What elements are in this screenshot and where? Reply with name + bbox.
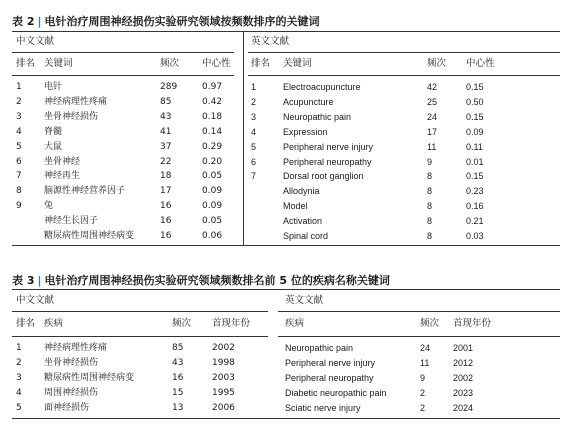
table2-en-header-keyword: 关键词 bbox=[283, 58, 312, 69]
table2-en-row-8-col-3: 8 bbox=[427, 186, 433, 197]
caption-divider: | bbox=[37, 15, 42, 28]
table3-en-row-3-col-1: Peripheral neuropathy bbox=[285, 372, 374, 383]
table2-en-row-4-col-4: 0.09 bbox=[466, 126, 484, 137]
table3-en-row-1-col-3: 2001 bbox=[453, 343, 474, 353]
table3-cn-row-5-col-2: 面神经损伤 bbox=[44, 402, 90, 413]
table2-cn-row-2-col-3: 85 bbox=[160, 96, 172, 107]
table2-cn-row-7-col-4: 0.05 bbox=[202, 171, 223, 182]
table3-en-header-rule bbox=[278, 336, 560, 337]
table2-cn-row-8-col-1: 8 bbox=[16, 186, 22, 197]
table2-en-row-6-col-1: 6 bbox=[251, 156, 257, 167]
table2-en-row-3-col-2: Neuropathic pain bbox=[283, 111, 352, 122]
table2-cn-row-3-col-2: 坐骨神经损伤 bbox=[44, 111, 99, 122]
table2-cn-row-8-col-3: 17 bbox=[160, 186, 172, 197]
table3-cn-row-3-col-1: 3 bbox=[16, 372, 22, 383]
table2-en-header-freq: 频次 bbox=[427, 58, 447, 69]
table3-cn-section-rule bbox=[12, 311, 268, 312]
table2-en-row-7-col-3: 8 bbox=[427, 171, 433, 182]
table3-en-row-3-col-2: 9 bbox=[420, 372, 426, 383]
table2-cn-row-9-col-3: 16 bbox=[160, 201, 172, 212]
table3-cn-row-4-col-4: 1995 bbox=[212, 387, 235, 398]
table2-cn-row-1-col-3: 289 bbox=[160, 82, 178, 92]
table3-en-row-1-col-2: 24 bbox=[420, 343, 431, 353]
table3 bbox=[12, 289, 560, 419]
table2-en-row-5-col-3: 11 bbox=[427, 141, 437, 152]
table2-column-divider bbox=[243, 31, 244, 246]
table2-en-row-5-col-2: Peripheral nerve injury bbox=[283, 141, 374, 152]
table2-cn-row-7-col-3: 18 bbox=[160, 171, 172, 182]
table2-cn-row-7-col-1: 7 bbox=[16, 171, 22, 182]
table2-cn-row-4-col-3: 41 bbox=[160, 126, 172, 137]
table3-cn-row-2-col-4: 1998 bbox=[212, 357, 235, 368]
table2-en-row-8-col-4: 0.23 bbox=[466, 186, 484, 197]
table3-en-header-disease: 疾病 bbox=[285, 318, 305, 329]
table2-cn-row-4-col-4: 0.14 bbox=[202, 126, 223, 137]
table2-en-row-7-col-1: 7 bbox=[251, 171, 257, 182]
table3-cn-row-3-col-4: 2003 bbox=[212, 372, 235, 383]
table2-cn-row-3-col-3: 43 bbox=[160, 111, 172, 122]
table3-cn-row-3-col-2: 糖尿病性周围神经病变 bbox=[44, 372, 135, 383]
table2-en-section-rule bbox=[248, 52, 560, 53]
table3-cn-header-disease: 疾病 bbox=[44, 318, 64, 329]
table3-label: 表 3 bbox=[12, 274, 35, 287]
table2-en-row-9-col-2: Model bbox=[283, 201, 308, 212]
table2-cn-row-2-col-1: 2 bbox=[16, 96, 22, 107]
table3-cn-row-2-col-1: 2 bbox=[16, 357, 22, 368]
table3-en-section-rule bbox=[278, 311, 560, 312]
table2-cn-row-11-col-3: 16 bbox=[160, 231, 172, 241]
table2-cn-row-5-col-3: 37 bbox=[160, 141, 172, 152]
table2-en-header-rule bbox=[248, 75, 560, 76]
table2-cn-row-10-col-2: 神经生长因子 bbox=[44, 216, 99, 227]
table3-en-row-2-col-1: Peripheral nerve injury bbox=[285, 357, 376, 368]
table3-cn-header-rank: 排名 bbox=[16, 318, 36, 329]
table2-en-header-centrality: 中心性 bbox=[466, 58, 495, 69]
table2-en-row-2-col-1: 2 bbox=[251, 96, 257, 107]
table3-cn-header-rule bbox=[12, 336, 268, 337]
table2-cn-row-1-col-2: 电针 bbox=[44, 82, 63, 92]
table2-en-row-10-col-4: 0.21 bbox=[466, 216, 484, 227]
table3-cn-row-2-col-2: 坐骨神经损伤 bbox=[44, 357, 99, 368]
table2-en-section: 英文文献 bbox=[251, 36, 290, 47]
table2-cn-row-8-col-2: 脑源性神经营养因子 bbox=[44, 186, 126, 197]
table3-cn-section: 中文文献 bbox=[16, 295, 55, 306]
table2-cn-row-9-col-1: 9 bbox=[16, 201, 22, 212]
table3-caption bbox=[12, 272, 390, 288]
table3-en-row-5-col-3: 2024 bbox=[453, 402, 474, 413]
table3-bottom-rule bbox=[12, 418, 560, 419]
table2-en-row-5-col-1: 5 bbox=[251, 141, 257, 152]
table3-cn-row-2-col-3: 43 bbox=[172, 357, 184, 368]
table2-en-row-6-col-4: 0.01 bbox=[466, 156, 484, 167]
table2-en-row-5-col-4: 0.11 bbox=[466, 141, 483, 152]
table2-en-row-10-col-3: 8 bbox=[427, 216, 433, 227]
table3-top-rule bbox=[12, 289, 560, 290]
table2-en-row-9-col-3: 8 bbox=[427, 201, 433, 212]
table3-cn-header-freq: 频次 bbox=[172, 318, 192, 329]
table2-cn-row-2-col-2: 神经病理性疼痛 bbox=[44, 96, 108, 107]
table2-bottom-rule bbox=[12, 245, 560, 246]
table2-cn-row-9-col-2: 兔 bbox=[44, 201, 54, 212]
table3-en-row-2-col-2: 11 bbox=[420, 357, 430, 368]
table2-cn-section-rule bbox=[12, 52, 234, 53]
table2-cn-header-freq: 频次 bbox=[160, 58, 180, 69]
table3-en-row-1-col-1: Neuropathic pain bbox=[285, 343, 354, 353]
table3-cn-row-4-col-1: 4 bbox=[16, 387, 22, 398]
table2-cn-row-2-col-4: 0.42 bbox=[202, 96, 223, 107]
table3-cn-row-5-col-4: 2006 bbox=[212, 402, 235, 413]
table2-en-row-8-col-2: Allodynia bbox=[283, 186, 320, 197]
table2-en-row-6-col-3: 9 bbox=[427, 156, 433, 167]
table2-en-row-1-col-4: 0.15 bbox=[466, 82, 484, 92]
table2-en-row-7-col-4: 0.15 bbox=[466, 171, 484, 182]
table2-top-rule bbox=[12, 31, 560, 32]
table3-en-row-4-col-3: 2023 bbox=[453, 387, 474, 398]
table2-en-row-1-col-2: Electroacupuncture bbox=[283, 82, 361, 92]
table2-en-row-7-col-2: Dorsal root ganglion bbox=[283, 171, 364, 182]
table3-en-row-5-col-2: 2 bbox=[420, 402, 426, 413]
table2-cn-row-6-col-1: 6 bbox=[16, 156, 22, 167]
table3-en-header-freq: 频次 bbox=[420, 318, 440, 329]
table2-cn-row-6-col-4: 0.20 bbox=[202, 156, 223, 167]
table3-cn-row-4-col-2: 周围神经损伤 bbox=[44, 387, 99, 398]
table3-en-section: 英文文献 bbox=[285, 295, 324, 306]
table2-en-header-rank: 排名 bbox=[251, 58, 271, 69]
table2-cn-section: 中文文献 bbox=[16, 36, 55, 47]
table2-en-row-11-col-4: 0.03 bbox=[466, 231, 484, 241]
table2-en-row-10-col-2: Activation bbox=[283, 216, 323, 227]
table2-en-row-4-col-2: Expression bbox=[283, 126, 328, 137]
table2-cn-row-5-col-4: 0.29 bbox=[202, 141, 223, 152]
table2-cn-row-1-col-4: 0.97 bbox=[202, 82, 223, 92]
table3-en-row-4-col-2: 2 bbox=[420, 387, 426, 398]
table2-cn-row-11-col-4: 0.06 bbox=[202, 231, 223, 241]
table2 bbox=[12, 31, 560, 246]
table2-cn-row-5-col-1: 5 bbox=[16, 141, 22, 152]
table2-cn-row-10-col-3: 16 bbox=[160, 216, 172, 227]
table2-cn-row-11-col-2: 糖尿病性周围神经病变 bbox=[44, 231, 135, 241]
table2-en-row-2-col-3: 25 bbox=[427, 96, 438, 107]
table2-cn-row-1-col-1: 1 bbox=[16, 82, 22, 92]
table3-cn-row-3-col-3: 16 bbox=[172, 372, 184, 383]
table3-cn-row-1-col-4: 2002 bbox=[212, 343, 235, 353]
table3-en-row-3-col-3: 2002 bbox=[453, 372, 474, 383]
table2-cn-row-8-col-4: 0.09 bbox=[202, 186, 223, 197]
table2-cn-header-centrality: 中心性 bbox=[202, 58, 231, 69]
table2-title: 电针治疗周围神经损伤实验研究领域按频数排序的关键词 bbox=[44, 15, 320, 28]
table2-en-row-3-col-1: 3 bbox=[251, 111, 257, 122]
table2-en-row-6-col-2: Peripheral neuropathy bbox=[283, 156, 372, 167]
table2-en-row-9-col-4: 0.16 bbox=[466, 201, 484, 212]
table2-caption bbox=[12, 13, 320, 29]
table2-label: 表 2 bbox=[12, 15, 35, 28]
table3-cn-row-5-col-3: 13 bbox=[172, 402, 184, 413]
table2-en-row-3-col-4: 0.15 bbox=[466, 111, 484, 122]
table2-cn-row-10-col-4: 0.05 bbox=[202, 216, 223, 227]
table2-cn-row-7-col-2: 神经再生 bbox=[44, 171, 81, 182]
table2-cn-header-keyword: 关键词 bbox=[44, 58, 73, 69]
table3-en-row-4-col-1: Diabetic neuropathic pain bbox=[285, 387, 387, 398]
table3-cn-header-first-year: 首现年份 bbox=[212, 318, 251, 329]
table3-cn-row-1-col-1: 1 bbox=[16, 343, 22, 353]
table2-en-row-1-col-3: 42 bbox=[427, 82, 438, 92]
table2-en-row-11-col-3: 8 bbox=[427, 231, 433, 241]
table2-cn-row-6-col-3: 22 bbox=[160, 156, 172, 167]
table2-cn-row-3-col-1: 3 bbox=[16, 111, 22, 122]
table2-en-row-2-col-4: 0.50 bbox=[466, 96, 484, 107]
table2-en-row-4-col-1: 4 bbox=[251, 126, 257, 137]
table3-cn-row-5-col-1: 5 bbox=[16, 402, 22, 413]
caption-divider: | bbox=[37, 274, 42, 287]
table2-en-row-4-col-3: 17 bbox=[427, 126, 438, 137]
table3-en-row-2-col-3: 2012 bbox=[453, 357, 474, 368]
table2-cn-row-9-col-4: 0.09 bbox=[202, 201, 223, 212]
table2-en-row-11-col-2: Spinal cord bbox=[283, 231, 329, 241]
table3-en-header-first-year: 首现年份 bbox=[453, 318, 492, 329]
table2-cn-row-3-col-4: 0.18 bbox=[202, 111, 223, 122]
table2-cn-header-rule bbox=[12, 75, 234, 76]
table3-en-row-5-col-1: Sciatic nerve injury bbox=[285, 402, 361, 413]
table3-cn-row-1-col-3: 85 bbox=[172, 343, 184, 353]
table2-cn-row-4-col-1: 4 bbox=[16, 126, 22, 137]
table2-cn-row-4-col-2: 脊髓 bbox=[44, 126, 63, 137]
table2-cn-header-rank: 排名 bbox=[16, 58, 36, 69]
table3-title: 电针治疗周围神经损伤实验研究领域频数排名前 5 位的疾病名称关键词 bbox=[44, 274, 390, 287]
table2-en-row-1-col-1: 1 bbox=[251, 82, 257, 92]
table2-cn-row-6-col-2: 坐骨神经 bbox=[44, 156, 81, 167]
table2-cn-row-5-col-2: 大鼠 bbox=[44, 141, 63, 152]
table3-cn-row-4-col-3: 15 bbox=[172, 387, 184, 398]
table2-en-row-2-col-2: Acupuncture bbox=[283, 96, 334, 107]
table2-en-row-3-col-3: 24 bbox=[427, 111, 438, 122]
table3-cn-row-1-col-2: 神经病理性疼痛 bbox=[44, 343, 108, 353]
